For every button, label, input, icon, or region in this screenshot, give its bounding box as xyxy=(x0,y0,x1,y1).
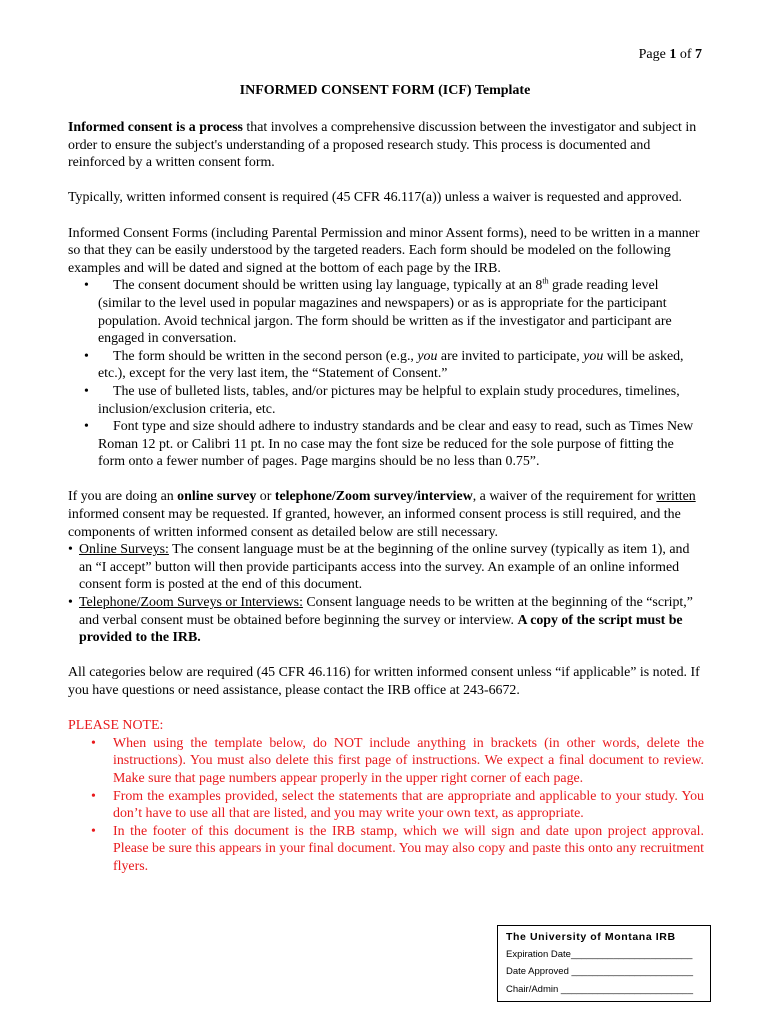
note-bullet-list xyxy=(68,735,704,876)
paragraph-categories: All categories below are required (45 CFR 46.116) for written informed consent unless “if applicable” is noted. If you have questions or need assistance, please contact the IRB office at 243-6672. xyxy=(68,665,700,698)
list-item: • When using the template below, do NOT include anything in brackets (in other words, delete the instructions). You must also delete this first page of instructions. We expect a final document to review. Make sure that page numbers appear properly in the upper right corner of each page. xyxy=(113,735,704,788)
list-item: • The use of bulleted lists, tables, and/or pictures may be helpful to explain study procedures, timelines, inclusion/exclusion criteria, etc. xyxy=(98,383,704,418)
forms-bullet-list xyxy=(68,277,704,471)
page-number: Page 1 of 7 xyxy=(638,47,702,62)
document-body xyxy=(68,119,704,876)
please-note-section xyxy=(68,717,704,875)
date-approved-line: Date Approved _______________________ xyxy=(506,966,694,977)
irb-stamp xyxy=(497,925,711,1002)
list-item: • The consent document should be written using lay language, typically at an 8th grade reading level (similar to the level used in popular magazines and newspapers) or as is appropriate for the participant population. Avoid technical jargon. The form should be written as if the investigator and participant are engaged in conversation. xyxy=(98,277,704,347)
paragraph-process: Informed consent is a process that involves a comprehensive discussion between the investigator and subject in order to ensure the subject's understanding of a proposed research study. This process is documented and reinforced by a written consent form. xyxy=(68,120,697,171)
list-item: • Online Surveys: The consent language must be at the beginning of the online survey (typically as item 1), and an “I accept” button will then provide participants access into the survey. An example of an online informed consent form is posted at the end of this document. xyxy=(79,541,704,594)
list-item: • The form should be written in the second person (e.g., you are invited to participate, you will be asked, etc.), except for the very last item, the “Statement of Consent.” xyxy=(98,348,704,383)
list-item: • In the footer of this document is the IRB stamp, which we will sign and date upon project approval. Please be sure this appears in your final document. You may also copy and paste this onto any recruitment flyers. xyxy=(113,823,704,876)
survey-bullet-list xyxy=(68,541,704,647)
paragraph-forms-intro: Informed Consent Forms (including Parental Permission and minor Assent forms), need to be written in a manner so that they can be easily understood by the targeted readers. Each form should be modeled on the following examples and will be dated and signed at the bottom of each page by the IRB. xyxy=(68,225,700,276)
paragraph-requirement: Typically, written informed consent is required (45 CFR 46.117(a)) unless a waiver is requested and approved. xyxy=(68,190,683,206)
irb-stamp-title: The University of Montana IRB xyxy=(506,931,676,943)
list-item: • From the examples provided, select the statements that are appropriate and applicable to your study. You don’t have to use all that are listed, and you may write your own text, as appropriate. xyxy=(113,788,704,823)
list-item: • Telephone/Zoom Surveys or Interviews: Consent language needs to be written at the beginning of the “script,” and verbal consent must be obtained before beginning the survey or interview. A copy of the script must be provided to the IRB. xyxy=(79,594,704,647)
list-item: • Font type and size should adhere to industry standards and be clear and easy to read, such as Times New Roman 12 pt. or Calibri 11 pt. In no case may the font size be reduced for the sole purpose of fitting the form onto a fewer number of pages. Page margins should be no less than 0.75”. xyxy=(98,418,704,471)
chair-admin-line: Chair/Admin _________________________ xyxy=(506,984,693,995)
expiration-date-line: Expiration Date_______________________ xyxy=(506,949,693,960)
paragraph-survey: If you are doing an online survey or telephone/Zoom survey/interview, a waiver of the requirement for written informed consent may be requested. If granted, however, an informed consent process is still required, and the components of written informed consent as detailed below are still necessary. xyxy=(68,489,696,540)
document-title: INFORMED CONSENT FORM (ICF) Template xyxy=(239,83,531,98)
please-note-heading: PLEASE NOTE: xyxy=(68,718,164,734)
